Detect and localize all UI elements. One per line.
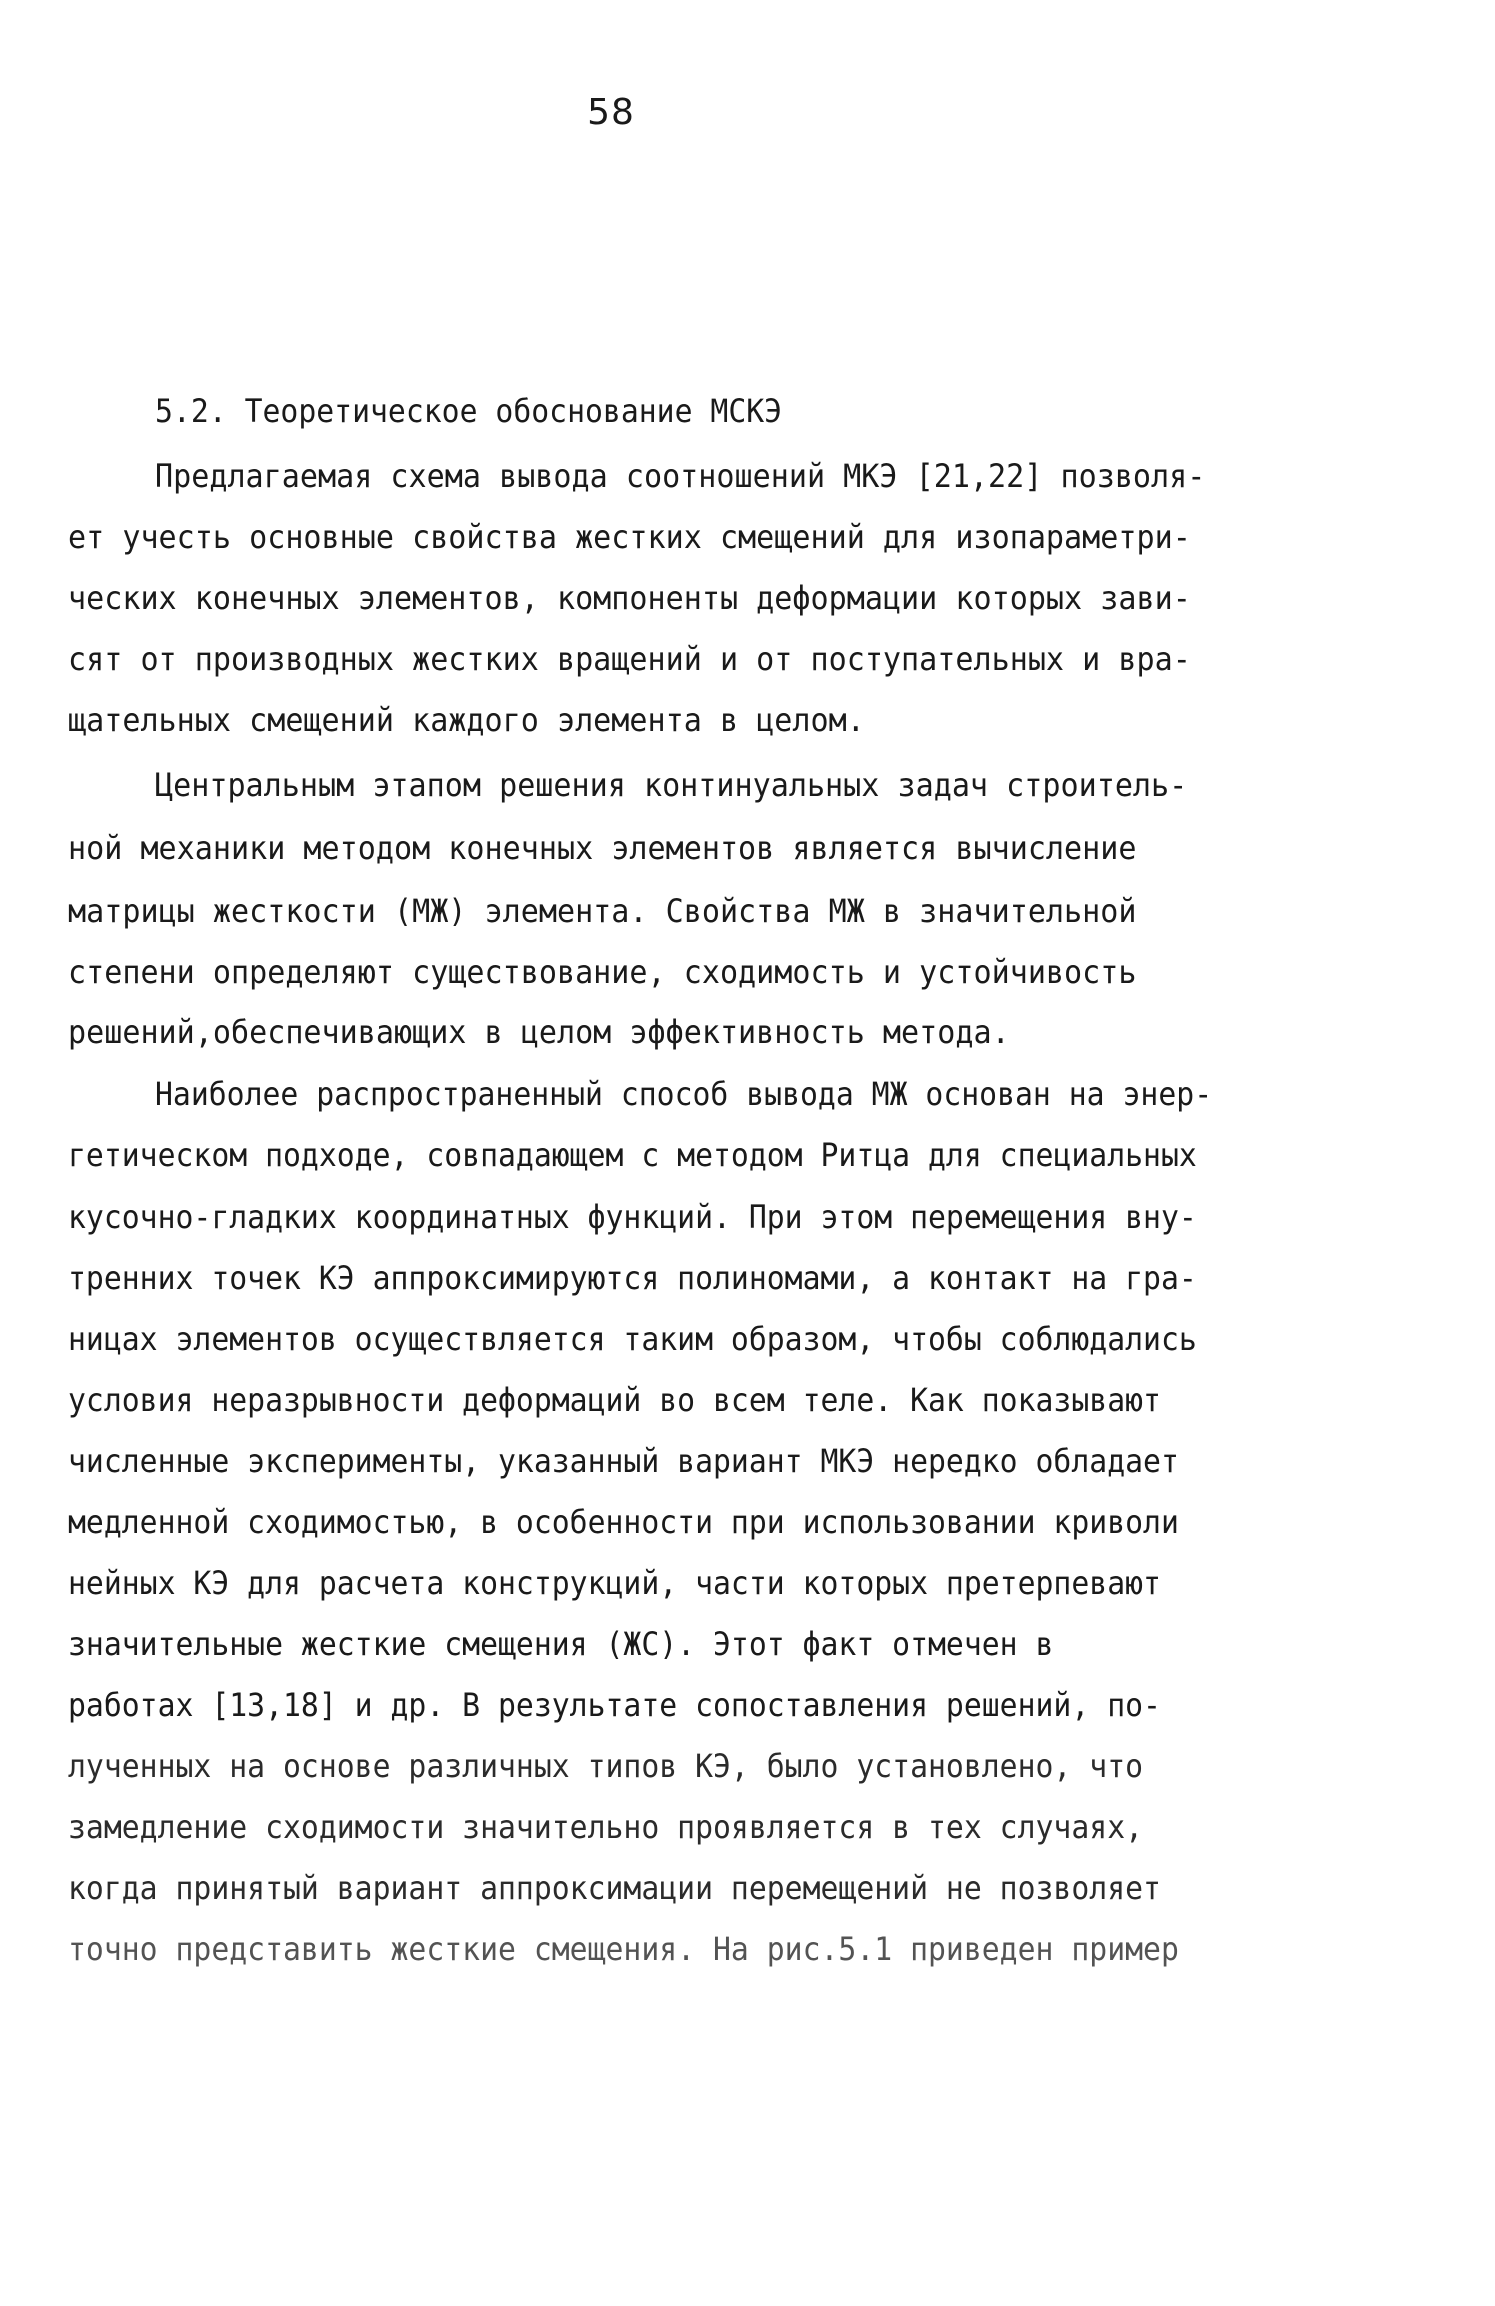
- text-line: Центральным этапом решения континуальных задач строитель-: [155, 766, 1188, 804]
- text-line: нейных КЭ для расчета конструкций, части которых претерпевают: [68, 1564, 1161, 1602]
- text-line: Предлагаемая схема вывода соотношений МКЭ [21,22] позволя-: [155, 457, 1206, 495]
- section-heading: 5.2. Теоретическое обоснование МСКЭ: [155, 392, 783, 430]
- text-line: гетическом подходе, совпадающем с методом Ритца для специальных: [68, 1136, 1197, 1174]
- text-line: когда принятый вариант аппроксимации перемещений не позволяет: [68, 1869, 1161, 1907]
- text-line: значительные жесткие смещения (ЖС). Этот факт отмечен в: [68, 1625, 1054, 1663]
- text-line: медленной сходимостью, в особенности при использовании криволи: [68, 1503, 1179, 1541]
- text-line: ницах элементов осуществляется таким образом, чтобы соблюдались: [68, 1320, 1197, 1358]
- text-line: щательных смещений каждого элемента в целом.: [68, 701, 865, 739]
- text-line: замедление сходимости значительно проявляется в тех случаях,: [68, 1808, 1144, 1846]
- text-line: сят от производных жестких вращений и от поступательных и вра-: [68, 640, 1191, 678]
- text-line: условия неразрывности деформаций во всем теле. Как показывают: [68, 1381, 1161, 1419]
- text-line: матрицы жесткости (МЖ) элемента. Свойства МЖ в значительной: [68, 892, 1137, 930]
- page-number: 58: [587, 92, 635, 133]
- text-line: степени определяют существование, сходимость и устойчивость: [68, 953, 1137, 991]
- text-line: решений,обеспечивающих в целом эффективность метода.: [68, 1013, 1010, 1051]
- text-line: точно представить жесткие смещения. На рис.5.1 приведен пример: [68, 1930, 1179, 1968]
- text-line: работах [13,18] и др. В результате сопоставления решений, по-: [68, 1686, 1161, 1724]
- text-line: численные эксперименты, указанный вариант МКЭ нередко обладает: [68, 1442, 1179, 1480]
- text-line: ческих конечных элементов, компоненты деформации которых зави-: [68, 579, 1191, 617]
- text-line: Наиболее распространенный способ вывода МЖ основан на энер-: [155, 1075, 1213, 1113]
- text-line: ет учесть основные свойства жестких смещений для изопараметри-: [68, 518, 1191, 556]
- text-line: лученных на основе различных типов КЭ, было установлено, что: [68, 1747, 1144, 1785]
- text-line: кусочно-гладких координатных функций. При этом перемещения вну-: [68, 1198, 1197, 1236]
- text-line: тренних точек КЭ аппроксимируются полиномами, а контакт на гра-: [68, 1259, 1197, 1297]
- text-line: ной механики методом конечных элементов является вычисление: [68, 829, 1137, 867]
